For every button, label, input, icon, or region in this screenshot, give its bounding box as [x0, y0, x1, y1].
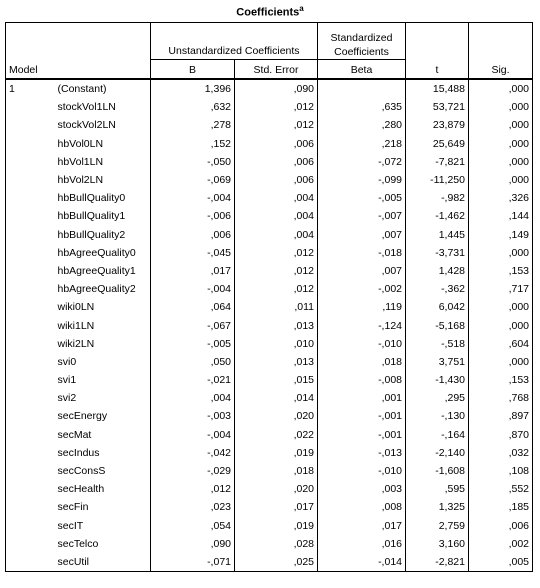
std-error-value: ,025	[235, 553, 318, 572]
sig-value: ,000	[469, 353, 533, 371]
model-number-blank	[6, 226, 55, 244]
beta-value: ,007	[318, 226, 406, 244]
variable-name: secEnergy	[55, 407, 151, 425]
model-number: 1	[6, 79, 55, 98]
table-row	[6, 79, 533, 98]
model-number-blank	[6, 171, 55, 189]
b-value: -,067	[151, 316, 235, 334]
t-value: -2,821	[406, 553, 469, 572]
sig-value: ,552	[469, 480, 533, 498]
model-number-blank	[6, 98, 55, 116]
sig-value: ,000	[469, 316, 533, 334]
standardized-header-line2: Coefficients	[334, 46, 389, 58]
t-value: 15,488	[406, 79, 469, 98]
variable-name: stockVol1LN	[55, 98, 151, 116]
beta-value: ,016	[318, 535, 406, 553]
variable-name: secIT	[55, 517, 151, 535]
std-error-value: ,020	[235, 480, 318, 498]
table-row	[6, 553, 533, 572]
variable-name: secUtil	[55, 553, 151, 572]
model-number-blank	[6, 116, 55, 134]
b-value: -,003	[151, 407, 235, 425]
table-row	[6, 280, 533, 298]
variable-name: hbAgreeQuality0	[55, 244, 151, 262]
table-row	[6, 498, 533, 516]
table-row	[6, 189, 533, 207]
variable-name: secTelco	[55, 535, 151, 553]
t-value: -2,140	[406, 444, 469, 462]
beta-value: -,001	[318, 426, 406, 444]
beta-value: ,007	[318, 262, 406, 280]
b-value: ,004	[151, 389, 235, 407]
table-title-text: Coefficients	[236, 6, 300, 19]
std-error-header: Std. Error	[235, 60, 318, 80]
variable-name: wiki0LN	[55, 298, 151, 316]
table-row	[6, 262, 533, 280]
sig-header: Sig.	[469, 60, 533, 80]
table-row	[6, 298, 533, 316]
beta-value: ,018	[318, 353, 406, 371]
variable-name: secFin	[55, 498, 151, 516]
sig-value: ,108	[469, 462, 533, 480]
std-error-value: ,022	[235, 426, 318, 444]
b-value: -,006	[151, 207, 235, 225]
variable-name: hbVol2LN	[55, 171, 151, 189]
b-value: ,050	[151, 353, 235, 371]
t-value: 53,721	[406, 98, 469, 116]
t-value: -5,168	[406, 316, 469, 334]
variable-name: hbAgreeQuality1	[55, 262, 151, 280]
variable-name: wiki2LN	[55, 335, 151, 353]
b-value: -,069	[151, 171, 235, 189]
standardized-header-line1: Standardized	[330, 32, 393, 44]
beta-value: -,008	[318, 371, 406, 389]
sig-value: ,000	[469, 298, 533, 316]
variable-name: hbBullQuality0	[55, 189, 151, 207]
t-value: 3,751	[406, 353, 469, 371]
model-number-blank	[6, 444, 55, 462]
beta-value: ,001	[318, 389, 406, 407]
b-value: -,029	[151, 462, 235, 480]
std-error-value: ,004	[235, 226, 318, 244]
sig-value: ,000	[469, 244, 533, 262]
t-value: -1,608	[406, 462, 469, 480]
model-number-blank	[6, 389, 55, 407]
std-error-value: ,020	[235, 407, 318, 425]
table-row	[6, 535, 533, 553]
sig-value: ,768	[469, 389, 533, 407]
std-error-value: ,006	[235, 171, 318, 189]
t-value: -11,250	[406, 171, 469, 189]
table-row	[6, 426, 533, 444]
std-error-value: ,019	[235, 444, 318, 462]
sig-value: ,149	[469, 226, 533, 244]
std-error-value: ,006	[235, 135, 318, 153]
b-value: -,004	[151, 189, 235, 207]
std-error-value: ,013	[235, 353, 318, 371]
b-value: 1,396	[151, 79, 235, 98]
std-error-value: ,014	[235, 389, 318, 407]
b-header: B	[151, 60, 235, 80]
table-body	[6, 79, 533, 572]
model-number-blank	[6, 316, 55, 334]
sig-value: ,000	[469, 98, 533, 116]
beta-value: -,001	[318, 407, 406, 425]
b-value: ,023	[151, 498, 235, 516]
sig-value: ,000	[469, 171, 533, 189]
model-number-blank	[6, 189, 55, 207]
std-error-value: ,015	[235, 371, 318, 389]
model-number-blank	[6, 462, 55, 480]
b-value: -,021	[151, 371, 235, 389]
beta-value	[318, 79, 406, 98]
model-number-blank	[6, 371, 55, 389]
variable-name: secConsS	[55, 462, 151, 480]
b-value: ,632	[151, 98, 235, 116]
sig-value: ,000	[469, 135, 533, 153]
t-value: 25,649	[406, 135, 469, 153]
t-header: t	[406, 60, 469, 80]
t-value: ,295	[406, 389, 469, 407]
unstandardized-header: Unstandardized Coefficients	[151, 23, 318, 60]
model-number-blank	[6, 426, 55, 444]
b-value: -,005	[151, 335, 235, 353]
beta-header: Beta	[318, 60, 406, 80]
variable-name: svi2	[55, 389, 151, 407]
beta-value: ,008	[318, 498, 406, 516]
std-error-value: ,018	[235, 462, 318, 480]
beta-value: -,018	[318, 244, 406, 262]
model-number-blank	[6, 535, 55, 553]
variable-name: svi1	[55, 371, 151, 389]
sig-value: ,717	[469, 280, 533, 298]
std-error-value: ,012	[235, 98, 318, 116]
model-number-blank	[6, 244, 55, 262]
beta-value: -,072	[318, 153, 406, 171]
b-value: ,064	[151, 298, 235, 316]
table-row	[6, 244, 533, 262]
beta-value: -,099	[318, 171, 406, 189]
std-error-value: ,013	[235, 316, 318, 334]
std-error-value: ,010	[235, 335, 318, 353]
table-title	[0, 1, 540, 21]
beta-value: -,124	[318, 316, 406, 334]
variable-name: secHealth	[55, 480, 151, 498]
b-value: ,278	[151, 116, 235, 134]
variable-name: secIndus	[55, 444, 151, 462]
sig-value: ,032	[469, 444, 533, 462]
beta-value: ,218	[318, 135, 406, 153]
t-value: -7,821	[406, 153, 469, 171]
b-value: ,152	[151, 135, 235, 153]
t-value: 23,879	[406, 116, 469, 134]
variable-header	[55, 60, 151, 80]
std-error-value: ,019	[235, 517, 318, 535]
beta-value: ,280	[318, 116, 406, 134]
model-number-blank	[6, 135, 55, 153]
sig-value: ,870	[469, 426, 533, 444]
table-row	[6, 171, 533, 189]
b-value: ,054	[151, 517, 235, 535]
table-row	[6, 316, 533, 334]
sig-value: ,000	[469, 153, 533, 171]
sig-value: ,153	[469, 262, 533, 280]
std-error-value: ,004	[235, 189, 318, 207]
model-number-blank	[6, 517, 55, 535]
std-error-value: ,012	[235, 244, 318, 262]
b-value: ,006	[151, 226, 235, 244]
b-value: -,042	[151, 444, 235, 462]
table-row	[6, 153, 533, 171]
beta-value: -,014	[318, 553, 406, 572]
beta-value: -,010	[318, 462, 406, 480]
sig-value: ,000	[469, 79, 533, 98]
t-value: -,362	[406, 280, 469, 298]
title-footnote-marker: a	[299, 4, 304, 13]
variable-name: secMat	[55, 426, 151, 444]
variable-name: hbVol1LN	[55, 153, 151, 171]
beta-value: ,003	[318, 480, 406, 498]
table-row	[6, 444, 533, 462]
t-value: -,982	[406, 189, 469, 207]
model-number-blank	[6, 553, 55, 572]
variable-name: stockVol2LN	[55, 116, 151, 134]
table-row	[6, 389, 533, 407]
beta-value: -,013	[318, 444, 406, 462]
b-value: ,012	[151, 480, 235, 498]
t-value: -,130	[406, 407, 469, 425]
sig-value: ,326	[469, 189, 533, 207]
beta-value: -,007	[318, 207, 406, 225]
std-error-value: ,012	[235, 280, 318, 298]
t-value: 6,042	[406, 298, 469, 316]
beta-value: -,002	[318, 280, 406, 298]
table-row	[6, 335, 533, 353]
table-row	[6, 407, 533, 425]
model-number-blank	[6, 207, 55, 225]
sig-value: ,185	[469, 498, 533, 516]
t-value: -3,731	[406, 244, 469, 262]
t-value: -,518	[406, 335, 469, 353]
beta-value: -,010	[318, 335, 406, 353]
table-row	[6, 480, 533, 498]
std-error-value: ,004	[235, 207, 318, 225]
t-value: ,595	[406, 480, 469, 498]
model-number-blank	[6, 262, 55, 280]
t-value: 2,759	[406, 517, 469, 535]
table-row	[6, 371, 533, 389]
std-error-value: ,012	[235, 262, 318, 280]
variable-name: wiki1LN	[55, 316, 151, 334]
model-header: Model	[6, 60, 55, 80]
header-row-2	[6, 60, 533, 80]
variable-name: hbBullQuality1	[55, 207, 151, 225]
model-number-blank	[6, 353, 55, 371]
t-value: -1,462	[406, 207, 469, 225]
model-number-blank	[6, 298, 55, 316]
table-row	[6, 226, 533, 244]
beta-value: ,119	[318, 298, 406, 316]
table-row	[6, 135, 533, 153]
table-row	[6, 207, 533, 225]
b-value: -,004	[151, 426, 235, 444]
std-error-value: ,017	[235, 498, 318, 516]
variable-name: hbVol0LN	[55, 135, 151, 153]
table-row	[6, 116, 533, 134]
b-value: -,004	[151, 280, 235, 298]
beta-value: -,005	[318, 189, 406, 207]
t-value: 3,160	[406, 535, 469, 553]
t-header-spacer	[406, 23, 469, 60]
b-value: -,050	[151, 153, 235, 171]
sig-value: ,604	[469, 335, 533, 353]
b-value: -,071	[151, 553, 235, 572]
std-error-value: ,012	[235, 116, 318, 134]
sig-value: ,144	[469, 207, 533, 225]
model-number-blank	[6, 407, 55, 425]
t-value: 1,428	[406, 262, 469, 280]
table-row	[6, 517, 533, 535]
sig-value: ,897	[469, 407, 533, 425]
variable-name: (Constant)	[55, 79, 151, 98]
model-number-blank	[6, 153, 55, 171]
standardized-header	[318, 23, 406, 60]
sig-value: ,002	[469, 535, 533, 553]
t-value: 1,445	[406, 226, 469, 244]
std-error-value: ,011	[235, 298, 318, 316]
model-number-blank	[6, 498, 55, 516]
std-error-value: ,028	[235, 535, 318, 553]
variable-name: hbBullQuality2	[55, 226, 151, 244]
sig-value: ,006	[469, 517, 533, 535]
sig-value: ,153	[469, 371, 533, 389]
variable-name: svi0	[55, 353, 151, 371]
beta-value: ,635	[318, 98, 406, 116]
model-header-spacer	[6, 23, 55, 60]
b-value: -,045	[151, 244, 235, 262]
b-value: ,090	[151, 535, 235, 553]
variable-name: hbAgreeQuality2	[55, 280, 151, 298]
std-error-value: ,006	[235, 153, 318, 171]
table-row	[6, 353, 533, 371]
model-number-blank	[6, 480, 55, 498]
variable-header-spacer	[55, 23, 151, 60]
sig-header-spacer	[469, 23, 533, 60]
table-row	[6, 462, 533, 480]
model-number-blank	[6, 335, 55, 353]
std-error-value: ,090	[235, 79, 318, 98]
beta-value: ,017	[318, 517, 406, 535]
b-value: ,017	[151, 262, 235, 280]
model-number-blank	[6, 280, 55, 298]
t-value: -,164	[406, 426, 469, 444]
header-row-1	[6, 23, 533, 60]
sig-value: ,005	[469, 553, 533, 572]
table-row	[6, 98, 533, 116]
t-value: 1,325	[406, 498, 469, 516]
sig-value: ,000	[469, 116, 533, 134]
t-value: -1,430	[406, 371, 469, 389]
coefficients-table	[5, 22, 533, 572]
